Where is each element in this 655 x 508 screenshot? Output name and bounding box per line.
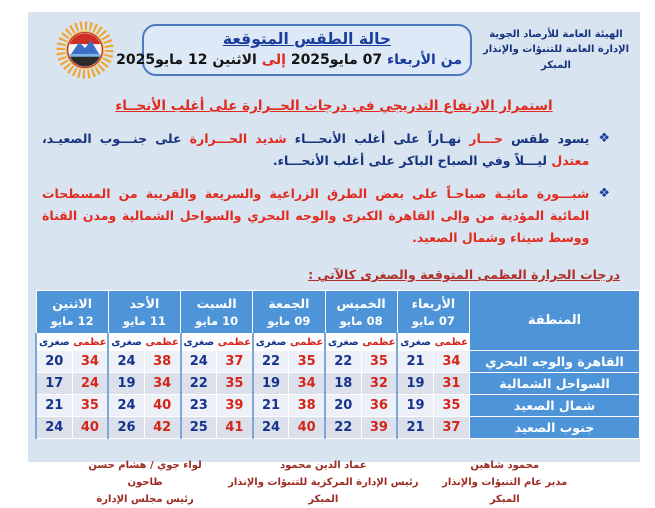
forecast-bullets [42, 128, 610, 249]
region-column-header: المنطقة [470, 291, 640, 351]
max-temp-cell: 42 [144, 417, 180, 439]
min-temp-cell: 22 [253, 351, 289, 373]
min-temp-cell: 24 [108, 395, 144, 417]
day-header-1 [397, 291, 469, 334]
min-temp-cell: 19 [397, 373, 433, 395]
date-from-label: من الأربعاء [382, 52, 462, 68]
table-row [36, 395, 640, 417]
max-label: عظمى [72, 334, 108, 351]
text-segment: على جنـــوب الصعيـد، [42, 131, 182, 146]
min-temp-cell: 23 [181, 395, 217, 417]
min-temp-cell: 21 [253, 395, 289, 417]
region-cell: شمال الصعيد [470, 395, 640, 417]
day-date: 10 مايو [195, 313, 239, 328]
min-temp-cell: 21 [397, 417, 433, 439]
title-box [116, 24, 472, 76]
signature-name: محمود شاهين [470, 460, 540, 471]
bulletin-panel [28, 12, 640, 505]
agency-name [476, 27, 636, 74]
signature-name: لواء جوي / هشام حسن طاحون [88, 460, 202, 488]
region-cell: القاهرة والوجه البحري [470, 351, 640, 373]
signature-block-left [73, 457, 217, 508]
day-date: 09 مايو [267, 313, 311, 328]
day-date: 12 مايو [50, 313, 94, 328]
signature-name: عماد الدين محمود [280, 460, 367, 471]
day-header-4 [181, 291, 253, 334]
min-temp-cell: 21 [36, 395, 72, 417]
bullet-text-2 [42, 183, 589, 249]
table-row [36, 417, 640, 439]
text-segment-highlight: شديد الحـــرارة [181, 131, 287, 146]
day-name: السبت [196, 295, 237, 311]
min-temp-cell: 19 [108, 373, 144, 395]
table-title: درجات الحرارة العظمى المتوقعة والصغرى كالآتي : [308, 267, 620, 282]
day-header-row [36, 291, 640, 334]
max-temp-cell: 39 [217, 395, 253, 417]
min-label: صغرى [108, 334, 144, 351]
max-temp-cell: 36 [361, 395, 397, 417]
max-temp-cell: 35 [289, 351, 325, 373]
text-segment-highlight: حـــار [461, 131, 503, 146]
max-temp-cell: 38 [289, 395, 325, 417]
min-temp-cell: 25 [181, 417, 217, 439]
max-temp-cell: 31 [433, 373, 469, 395]
day-date: 08 مايو [339, 313, 383, 328]
min-temp-cell: 18 [325, 373, 361, 395]
page-title: حالة الطقس المتوقعة [222, 30, 392, 48]
min-temp-cell: 17 [36, 373, 72, 395]
max-temp-cell: 34 [144, 373, 180, 395]
signatures [28, 457, 640, 508]
max-temp-cell: 37 [433, 417, 469, 439]
signature-block-right [429, 457, 580, 508]
max-label: عظمى [217, 334, 253, 351]
day-name: الجمعة [268, 295, 310, 311]
max-temp-cell: 40 [72, 417, 108, 439]
signature-title: رئيس مجلس الإدارة [96, 494, 194, 505]
headline: استمرار الارتفاع التدريجي في درجات الحــرارة على أغلب الأنحــاء [115, 98, 553, 114]
day-header-5 [108, 291, 180, 334]
min-label: صغرى [253, 334, 289, 351]
max-temp-cell: 40 [289, 417, 325, 439]
max-label: عظمى [289, 334, 325, 351]
text-segment-highlight: شبـــورة مائيـة صباحـاً على بعض الطرق الزراعية والسريعة والقريبة من المسطحات المائية المؤدية من وإلى القاهرة الكبرى والوجه البحري والسواحل الشمالية ومدن القناة ووسط سيناء وشمال الصعيد. [42, 186, 590, 245]
max-label: عظمى [144, 334, 180, 351]
min-temp-cell: 19 [253, 373, 289, 395]
min-temp-cell: 26 [108, 417, 144, 439]
meteorological-authority-logo-icon [54, 19, 116, 81]
day-name: الاثنين [52, 295, 92, 311]
max-temp-cell: 34 [433, 351, 469, 373]
min-temp-cell: 20 [36, 351, 72, 373]
bullet-item-2 [42, 183, 610, 249]
max-temp-cell: 35 [217, 373, 253, 395]
date-from-value: 07 مايو2025 [285, 52, 383, 68]
signature-block-center [217, 457, 429, 508]
max-temp-cell: 24 [72, 373, 108, 395]
min-temp-cell: 19 [397, 395, 433, 417]
date-to-value: الاثنين 12 مايو2025 [116, 52, 257, 68]
min-temp-cell: 22 [181, 373, 217, 395]
bullet-text-1 [42, 128, 589, 172]
diamond-bullet-icon: ❖ [598, 131, 610, 146]
min-temp-cell: 20 [325, 395, 361, 417]
day-header-6 [36, 291, 108, 334]
agency-line1: الهيئة العامة للأرصاد الجوية [489, 28, 623, 40]
diamond-bullet-icon: ❖ [598, 186, 610, 201]
signature-title: مدير عام التنبؤات والإنذار المبكر [442, 477, 568, 505]
signature-title: رئيس الإدارة المركزية للتنبؤات والإنذار المبكر [228, 477, 419, 505]
day-date: 07 مايو [411, 313, 455, 328]
text-segment: ليـــلاً وفي الصباح الباكر على أغلب الأنحـــاء. [272, 153, 548, 168]
date-range [116, 52, 462, 68]
min-temp-cell: 21 [397, 351, 433, 373]
day-header-2 [325, 291, 397, 334]
date-to-label: إلى [256, 52, 286, 68]
temperature-table [35, 290, 640, 439]
agency-line2: الإدارة العامة للتنبؤات والإنذار المبكر [482, 44, 629, 71]
min-temp-cell: 22 [325, 417, 361, 439]
max-temp-cell: 34 [289, 373, 325, 395]
text-segment: يسود طقس [503, 131, 590, 146]
min-temp-cell: 24 [36, 417, 72, 439]
table-row [36, 351, 640, 373]
max-temp-cell: 38 [144, 351, 180, 373]
region-cell: جنوب الصعيد [470, 417, 640, 439]
min-temp-cell: 24 [108, 351, 144, 373]
day-name: الخميس [336, 295, 386, 311]
table-row [36, 373, 640, 395]
bullet-item-1 [42, 128, 610, 172]
max-temp-cell: 35 [361, 351, 397, 373]
min-label: صغرى [181, 334, 217, 351]
max-label: عظمى [361, 334, 397, 351]
text-segment: نهـاراً على أغلب الأنحـــاء [286, 131, 462, 146]
day-header-3 [253, 291, 325, 334]
logo-container [32, 19, 138, 81]
text-segment-highlight: معتدل [547, 153, 590, 168]
max-temp-cell: 41 [217, 417, 253, 439]
min-temp-cell: 24 [253, 417, 289, 439]
region-cell: السواحل الشمالية [470, 373, 640, 395]
header [28, 12, 640, 83]
max-temp-cell: 35 [72, 395, 108, 417]
min-temp-cell: 22 [325, 351, 361, 373]
max-temp-cell: 39 [361, 417, 397, 439]
min-label: صغرى [325, 334, 361, 351]
max-temp-cell: 34 [72, 351, 108, 373]
day-name: الأحد [129, 295, 160, 311]
day-name: الأربعاء [411, 295, 456, 311]
max-temp-cell: 37 [217, 351, 253, 373]
max-label: عظمى [433, 334, 469, 351]
max-temp-cell: 40 [144, 395, 180, 417]
max-temp-cell: 35 [433, 395, 469, 417]
min-label: صغرى [397, 334, 433, 351]
min-temp-cell: 24 [181, 351, 217, 373]
day-date: 11 مايو [122, 313, 166, 328]
max-temp-cell: 32 [361, 373, 397, 395]
min-label: صغرى [36, 334, 72, 351]
